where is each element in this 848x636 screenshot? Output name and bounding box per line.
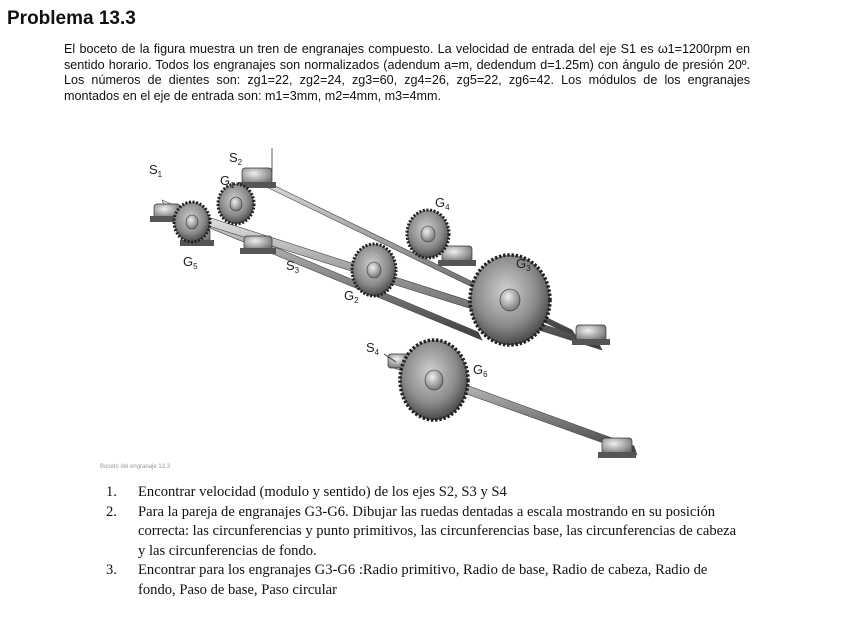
- problem-title: Problema 13.3: [7, 8, 136, 29]
- bearing-block: [572, 325, 610, 345]
- label-g2: $G_2$: [344, 288, 359, 305]
- label-g5: $G_5$: [183, 254, 198, 271]
- figure-caption: Boceto del engranaje 13.3: [100, 464, 171, 470]
- gear-g6: [400, 340, 468, 420]
- label-g3: $G_3$: [516, 256, 531, 273]
- label-g1: $G_1$: [220, 173, 235, 190]
- bearing-block: [240, 236, 276, 254]
- gear-g4: [407, 210, 449, 258]
- label-s2: $S_2$: [229, 150, 243, 167]
- gear-g5: [174, 202, 210, 242]
- gear-g2: [352, 244, 396, 296]
- task-list: [106, 483, 746, 600]
- task-number: 2.: [106, 503, 117, 520]
- gear-train-sketch: [92, 140, 652, 470]
- label-s3: $S_3$: [286, 258, 300, 275]
- task-text: Para la pareja de engranajes G3-G6. Dibujar las ruedas dentadas a escala mostrando en su posición correcta: las circunferencias y punto primitivos, las circunferencias base, las circunferencias de cabeza y las circunferencias de fondo.: [138, 503, 737, 559]
- label-s1: $S_1$: [149, 162, 163, 179]
- label-g6: $G_6$: [473, 362, 488, 379]
- task-number: 1.: [106, 484, 117, 500]
- task-text: Encontrar velocidad (modulo y sentido) de los ejes S2, S3 y S4: [138, 484, 507, 500]
- task-number: 3.: [106, 562, 117, 578]
- task-item: [106, 483, 746, 503]
- label-g4: $G_4$: [435, 195, 450, 212]
- task-item: [106, 561, 746, 600]
- task-item: [106, 503, 746, 562]
- gear-g3: [470, 255, 550, 345]
- gear-g1: [218, 184, 254, 224]
- task-text: Encontrar para los engranajes G3-G6 :Radio primitivo, Radio de base, Radio de cabeza, Radio de fondo, Paso de base, Paso circular: [138, 562, 708, 598]
- bearing-block: [598, 438, 636, 458]
- label-s4: $S_4$: [366, 340, 380, 357]
- problem-statement: El boceto de la figura muestra un tren de engranajes compuesto. La velocidad de entrada del eje S1 es ω1=1200rpm en sentido horario. Todos los engranajes son normalizados (adendum a=m, dedendum d=1.25m) con ángulo de presión 20º. Los números de dientes son: zg1=22, zg2=24, zg3=60, zg4=26, zg5=22, zg6=42. Los módulos de los engranajes montados en el eje de entrada son: m1=3mm, m2=4mm, m3=4mm.: [64, 42, 750, 103]
- bearing-block: [238, 168, 276, 188]
